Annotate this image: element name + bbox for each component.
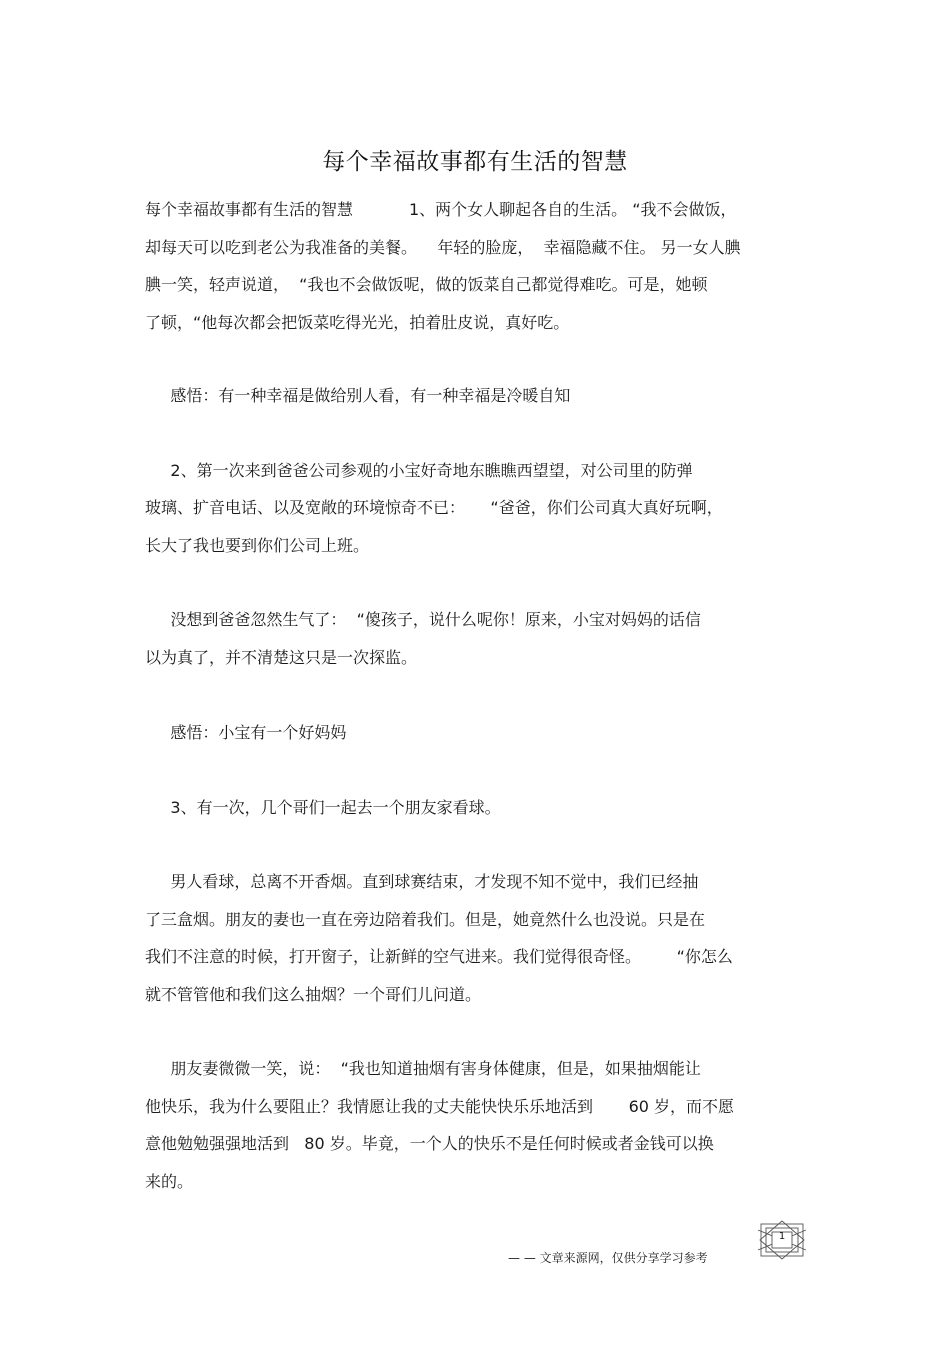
paragraph-line: 了顿，“他每次都会把饭菜吃得光光，拍着肚皮说，真好吃。 xyxy=(145,313,570,332)
paragraph-line: 长大了我也要到你们公司上班。 xyxy=(145,536,370,555)
paragraph-line: 感悟：小宝有一个好妈妈 xyxy=(145,723,347,742)
paragraph-line: 每个幸福故事都有生活的智慧 1、两个女人聊起各自的生活。 “我不会做饭， xyxy=(145,200,737,219)
page-number-badge xyxy=(757,1220,807,1260)
paragraph-line: 就不管管他和我们这么抽烟？一个哥们儿问道。 xyxy=(145,985,482,1004)
paragraph-line: 却每天可以吃到老公为我准备的美餐。 年轻的脸庞， 幸福隐藏不住。 另一女人腆 xyxy=(145,238,741,257)
paragraph-line: 玻璃、扩音电话、以及宽敞的环境惊奇不已： “爸爸，你们公司真大真好玩啊， xyxy=(145,498,723,517)
paragraph-line: 了三盒烟。朋友的妻也一直在旁边陪着我们。但是，她竟然什么也没说。只是在 xyxy=(145,910,706,929)
paragraph-line: 男人看球，总离不开香烟。直到球赛结束，才发现不知不觉中，我们已经抽 xyxy=(145,872,699,891)
paragraph-line: 没想到爸爸忽然生气了： “傻孩子，说什么呢你！原来，小宝对妈妈的话信 xyxy=(145,610,701,629)
paragraph-line: 以为真了，并不清楚这只是一次探监。 xyxy=(145,648,418,667)
page-title: 每个幸福故事都有生活的智慧 xyxy=(322,149,628,175)
paragraph-line: 2、第一次来到爸爸公司参观的小宝好奇地东瞧瞧西望望，对公司里的防弹 xyxy=(145,461,693,480)
paragraph-line: 来的。 xyxy=(145,1172,194,1191)
paragraph-line: 感悟：有一种幸福是做给别人看，有一种幸福是冷暖自知 xyxy=(145,386,571,405)
paragraph-line: 我们不注意的时候，打开窗子，让新鲜的空气进来。我们觉得很奇怪。 “你怎么 xyxy=(145,947,733,966)
paragraph-line: 3、有一次，几个哥们一起去一个朋友家看球。 xyxy=(145,798,501,817)
source-footnote: — — 文章来源网，仅供分享学习参考 xyxy=(508,1251,708,1265)
paragraph-line: 朋友妻微微一笑，说： “我也知道抽烟有害身体健康，但是，如果抽烟能让 xyxy=(145,1059,701,1078)
page-number: 1 xyxy=(778,1231,786,1242)
paragraph-line: 意他勉勉强强地活到 80 岁。毕竟，一个人的快乐不是任何时候或者金钱可以换 xyxy=(145,1134,714,1153)
paragraph-line: 腆一笑，轻声说道， “我也不会做饭呢，做的饭菜自己都觉得难吃。可是，她顿 xyxy=(145,275,708,294)
paragraph-line: 他快乐，我为什么要阻止？我情愿让我的丈夫能快快乐乐地活到 60 岁，而不愿 xyxy=(145,1097,735,1116)
